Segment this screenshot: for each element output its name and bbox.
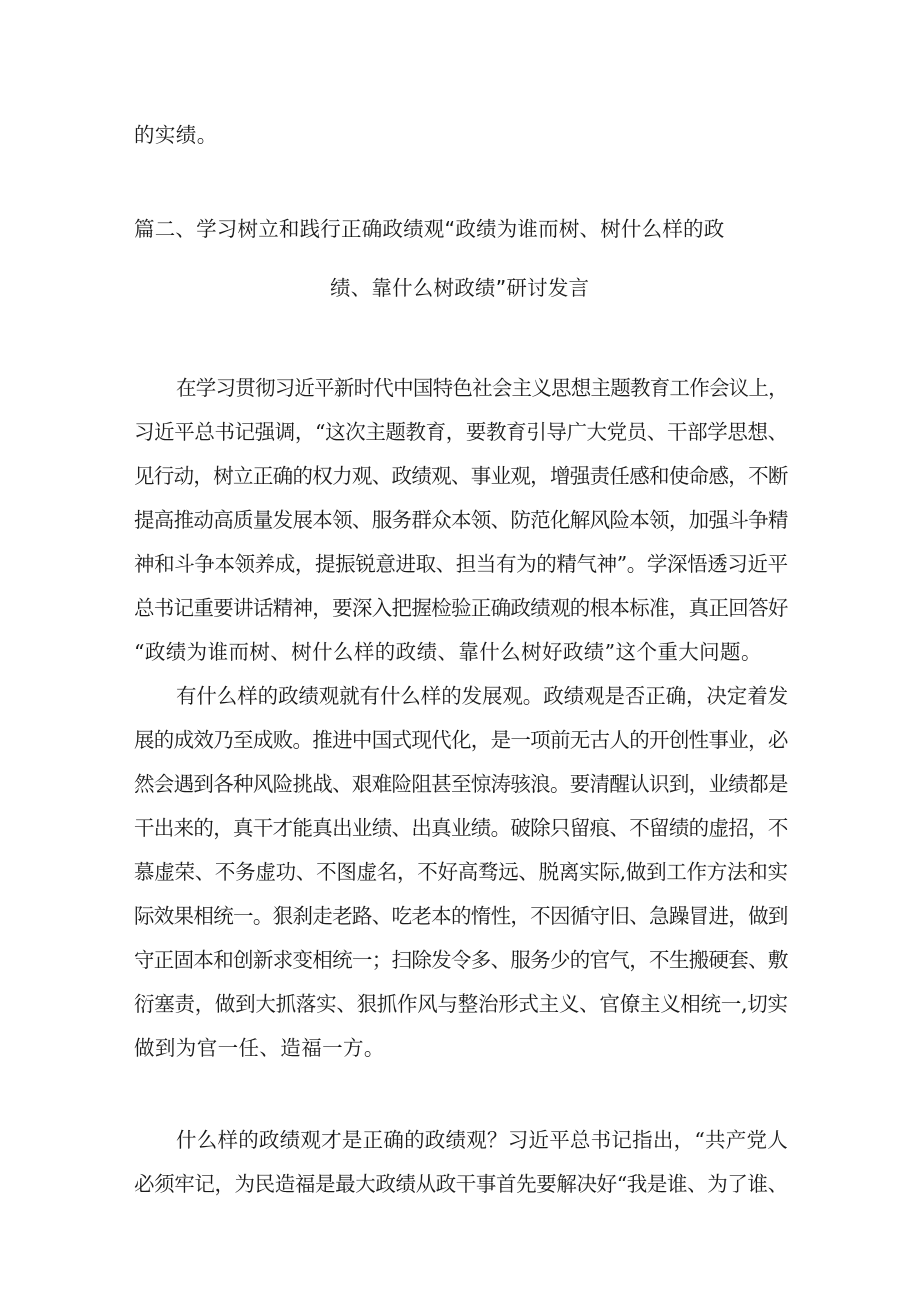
paragraph-2-line: 然会遇到各种风险挑战、艰难险阻甚至惊涛骇浪。要清醒认识到，业绩都是: [134, 772, 788, 796]
paragraph-2-line: 干出来的，真干才能真出业绩、出真业绩。破除只留痕、不留绩的虚招，不: [134, 816, 788, 840]
paragraph-1-line: 神和斗争本领养成，提振锐意进取、担当有为的精气神”。学深悟透习近平: [134, 552, 788, 576]
paragraph-2-line: 慕虚荣、不务虚功、不图虚名，不好高骛远、脱离实际,做到工作方法和实: [134, 860, 788, 884]
paragraph-3-line: 必须牢记，为民造福是最大政绩从政干事首先要解决好“我是谁、为了谁、: [134, 1172, 788, 1196]
paragraph-2-line: 际效果相统一。狠刹走老路、吃老本的惰性，不因循守旧、急躁冒进，做到: [134, 904, 788, 928]
paragraph-1-line: “政绩为谁而树、树什么样的政绩、靠什么树好政绩”这个重大问题。: [134, 640, 762, 664]
paragraph-1-line: 提高推动高质量发展本领、服务群众本领、防范化解风险本领，加强斗争精: [134, 508, 788, 532]
section-title-line-2: 绩、靠什么树政绩”研讨发言: [330, 276, 590, 300]
paragraph-2-line: 有什么样的政绩观就有什么样的发展观。政绩观是否正确，决定着发: [176, 684, 788, 708]
paragraph-1-line: 在学习贯彻习近平新时代中国特色社会主义思想主题教育工作会议上，: [176, 376, 788, 400]
section-title-line-1: 篇二、学习树立和践行正确政绩观“政绩为谁而树、树什么样的政: [134, 217, 725, 241]
paragraph-2-line: 展的成效乃至成败。推进中国式现代化，是一项前无古人的开创性事业，必: [134, 728, 788, 752]
paragraph-2-line: 守正固本和创新求变相统一；扫除发令多、服务少的官气，不生搬硬套、敷: [134, 948, 788, 972]
paragraph-2-line: 衍塞责，做到大抓落实、狠抓作风与整治形式主义、官僚主义相统一,切实: [134, 992, 788, 1016]
paragraph-3-line: 什么样的政绩观才是正确的政绩观？习近平总书记指出，“共产党人: [176, 1128, 788, 1152]
fragment-line: 的实绩。: [134, 123, 218, 147]
paragraph-1-line: 总书记重要讲话精神，要深入把握检验正确政绩观的根本标准，真正回答好: [134, 596, 788, 620]
paragraph-2-line: 做到为官一任、造福一方。: [134, 1036, 385, 1060]
paragraph-1-line: 习近平总书记强调，“这次主题教育，要教育引导广大党员、干部学思想、: [134, 420, 788, 444]
paragraph-1-line: 见行动，树立正确的权力观、政绩观、事业观，增强责任感和使命感，不断: [134, 464, 788, 488]
